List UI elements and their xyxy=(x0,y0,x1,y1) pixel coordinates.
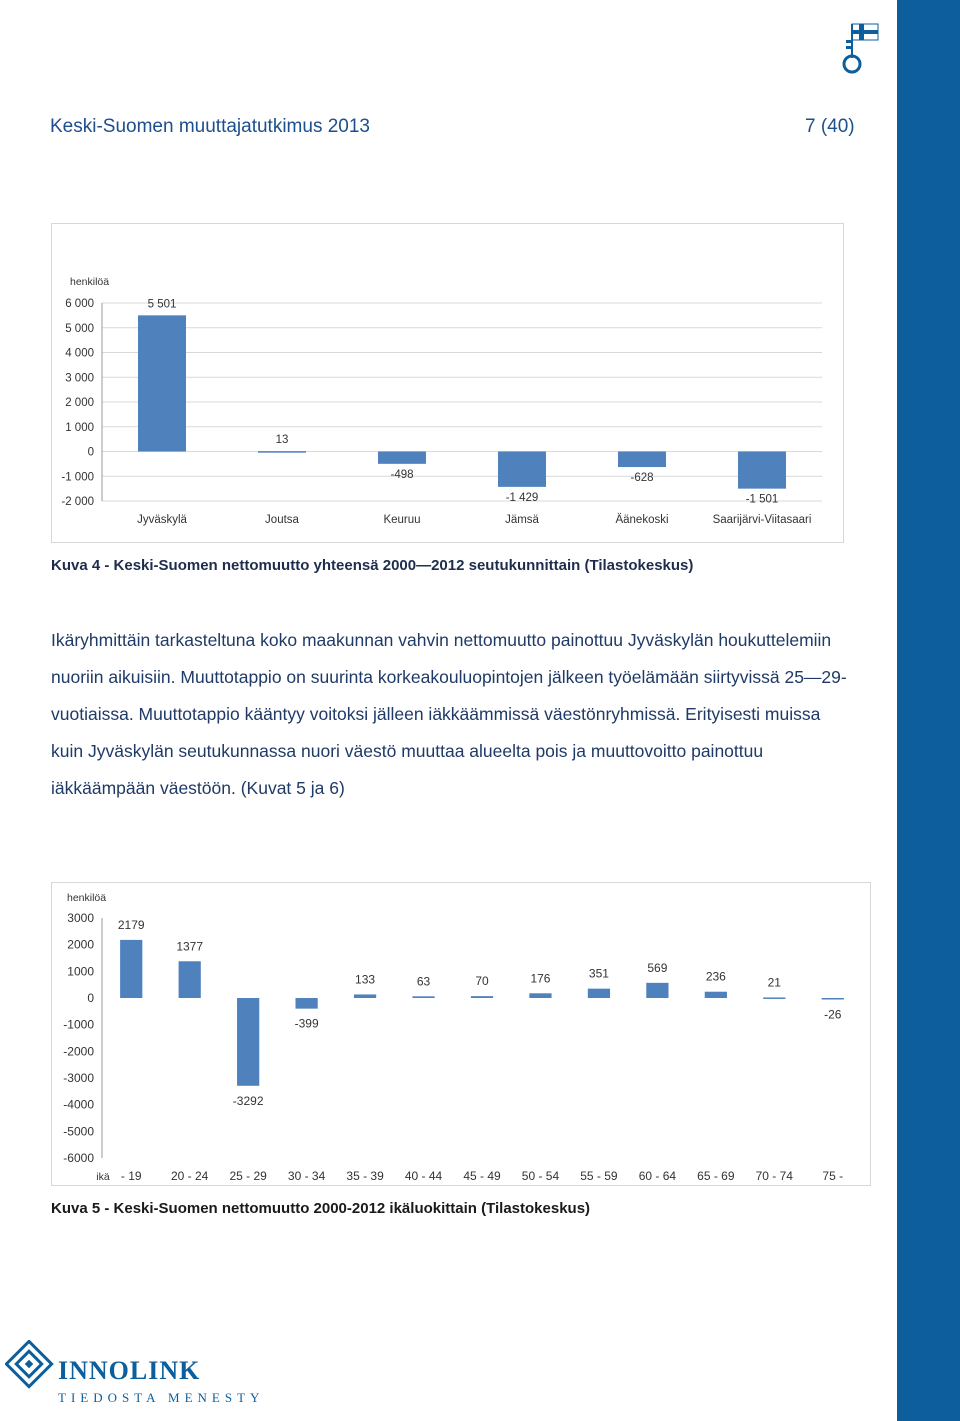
data-label: 63 xyxy=(416,974,431,989)
x-tick-label: Jämsä xyxy=(505,514,539,526)
y-tick-label: 4 000 xyxy=(65,347,94,360)
y-tick-label: 1000 xyxy=(67,964,94,979)
x-tick-label: 55 - 59 xyxy=(580,1169,618,1183)
logo-tagline: TIEDOSTA MENESTY xyxy=(58,1390,265,1405)
bar xyxy=(588,989,610,998)
bar xyxy=(646,983,668,998)
x-tick-label: 45 - 49 xyxy=(463,1169,501,1183)
y-tick-label: -4000 xyxy=(63,1097,94,1112)
x-tick-label: Keuruu xyxy=(383,514,421,526)
y-tick-label: -6000 xyxy=(63,1151,94,1165)
data-label: 569 xyxy=(647,960,668,975)
y-tick-label: -5000 xyxy=(63,1124,94,1139)
bar xyxy=(120,940,142,998)
x-tick-label: 35 - 39 xyxy=(346,1169,384,1183)
y-tick-label: 0 xyxy=(87,991,94,1005)
data-label: -26 xyxy=(824,1007,842,1022)
data-label: -1 501 xyxy=(745,493,779,506)
x-tick-label: - 19 xyxy=(120,1169,142,1183)
y-tick-label: 5 000 xyxy=(65,322,94,335)
y-tick-label: -1 000 xyxy=(61,471,94,484)
bar xyxy=(179,961,201,998)
bar xyxy=(763,997,785,999)
data-label: 176 xyxy=(530,971,551,986)
x-tick-label: 20 - 24 xyxy=(171,1169,209,1183)
data-label: 2179 xyxy=(117,917,145,932)
regional-net-migration-chart xyxy=(51,223,844,543)
data-label: 21 xyxy=(767,975,781,990)
x-tick-label: Joutsa xyxy=(265,514,299,526)
y-tick-label: 1 000 xyxy=(65,421,94,434)
bar xyxy=(471,996,493,998)
bar xyxy=(258,451,306,453)
x-tick-label: Saarijärvi-Viitasaari xyxy=(712,514,812,526)
y-tick-label: 6 000 xyxy=(65,298,94,310)
regional-net-migration-svg xyxy=(52,224,843,542)
finnish-key-flag-icon xyxy=(838,20,882,74)
x-tick-label: Jyväskylä xyxy=(137,514,187,526)
logo-name: INNOLINK xyxy=(58,1356,201,1385)
y-tick-label: -2 000 xyxy=(61,496,94,508)
y-tick-label: 2000 xyxy=(67,937,94,952)
body-paragraph: Ikäryhmittäin tarkasteltuna koko maakunnan vahvin nettomuutto painottuu Jyväskylän houkuttelemiin nuoriin aikuisiin. Muuttotappio on suurinta korkeakouluopintojen jälkeen työelämään siirtyvissä 25—29-vuotiaissa. Muuttotappio kääntyy voitoksi jälleen iäkkäämmissä väestönryhmissä. Erityisesti muissa kuin Jyväskylän seutukunnassa nuori väestö muuttaa alueelta pois ja muuttovoitto painottuu iäkkäämpään väestöön. (Kuvat 5 ja 6) xyxy=(51,630,847,798)
x-tick-label: 65 - 69 xyxy=(697,1169,735,1183)
bar xyxy=(705,992,727,998)
data-label: 5 501 xyxy=(147,298,177,311)
bar xyxy=(296,998,318,1009)
bar xyxy=(529,993,551,998)
data-label: -628 xyxy=(630,472,654,485)
bar xyxy=(354,994,376,998)
bar xyxy=(412,996,434,998)
y-tick-label: 2 000 xyxy=(65,397,94,409)
y-tick-label: -1000 xyxy=(63,1017,94,1032)
bar xyxy=(498,452,546,487)
bar xyxy=(378,452,426,464)
x-tick-label: 25 - 29 xyxy=(229,1169,267,1183)
bar xyxy=(237,998,259,1086)
age-group-net-migration-svg xyxy=(52,883,870,1185)
y-axis-label: henkilöä xyxy=(67,892,107,904)
x-tick-label: 60 - 64 xyxy=(638,1169,677,1183)
y-tick-label: -2000 xyxy=(63,1044,94,1059)
bar xyxy=(618,452,666,468)
page-number: 7 (40) xyxy=(805,116,855,137)
x-tick-label: 70 - 74 xyxy=(755,1169,793,1183)
y-axis-label: henkilöä xyxy=(70,276,110,288)
x-tick-label: 40 - 44 xyxy=(404,1169,443,1183)
data-label: -1 429 xyxy=(505,491,539,504)
x-axis-label: ikä xyxy=(96,1171,110,1183)
data-label: -3292 xyxy=(232,1093,264,1108)
side-color-band xyxy=(897,0,960,1421)
age-group-net-migration-chart xyxy=(51,882,871,1186)
data-label: 1377 xyxy=(176,939,204,954)
document-title: Keski-Suomen muuttajatutkimus 2013 xyxy=(50,116,370,137)
y-tick-label: -3000 xyxy=(63,1071,94,1085)
bar xyxy=(822,998,844,1000)
bar xyxy=(138,315,186,451)
x-tick-label: 50 - 54 xyxy=(521,1169,560,1183)
data-label: 351 xyxy=(588,966,609,981)
x-tick-label: 30 - 34 xyxy=(287,1169,326,1183)
y-tick-label: 3000 xyxy=(67,911,94,925)
y-tick-label: 3 000 xyxy=(65,372,94,385)
x-tick-label: 75 - xyxy=(822,1169,844,1183)
bar xyxy=(738,452,786,489)
figure-4-caption: Kuva 4 - Keski-Suomen nettomuutto yhteensä 2000—2012 seutukunnittain (Tilastokeskus) xyxy=(51,557,694,574)
data-label: 13 xyxy=(275,434,289,447)
x-tick-label: Äänekoski xyxy=(615,514,669,526)
figure-5-caption: Kuva 5 - Keski-Suomen nettomuutto 2000-2012 ikäluokittain (Tilastokeskus) xyxy=(51,1200,591,1217)
data-label: 70 xyxy=(475,974,489,989)
data-label: -399 xyxy=(294,1016,319,1031)
y-tick-label: 0 xyxy=(87,446,94,459)
data-label: 236 xyxy=(705,969,726,984)
data-label: 133 xyxy=(355,972,376,987)
data-label: -498 xyxy=(390,468,414,481)
